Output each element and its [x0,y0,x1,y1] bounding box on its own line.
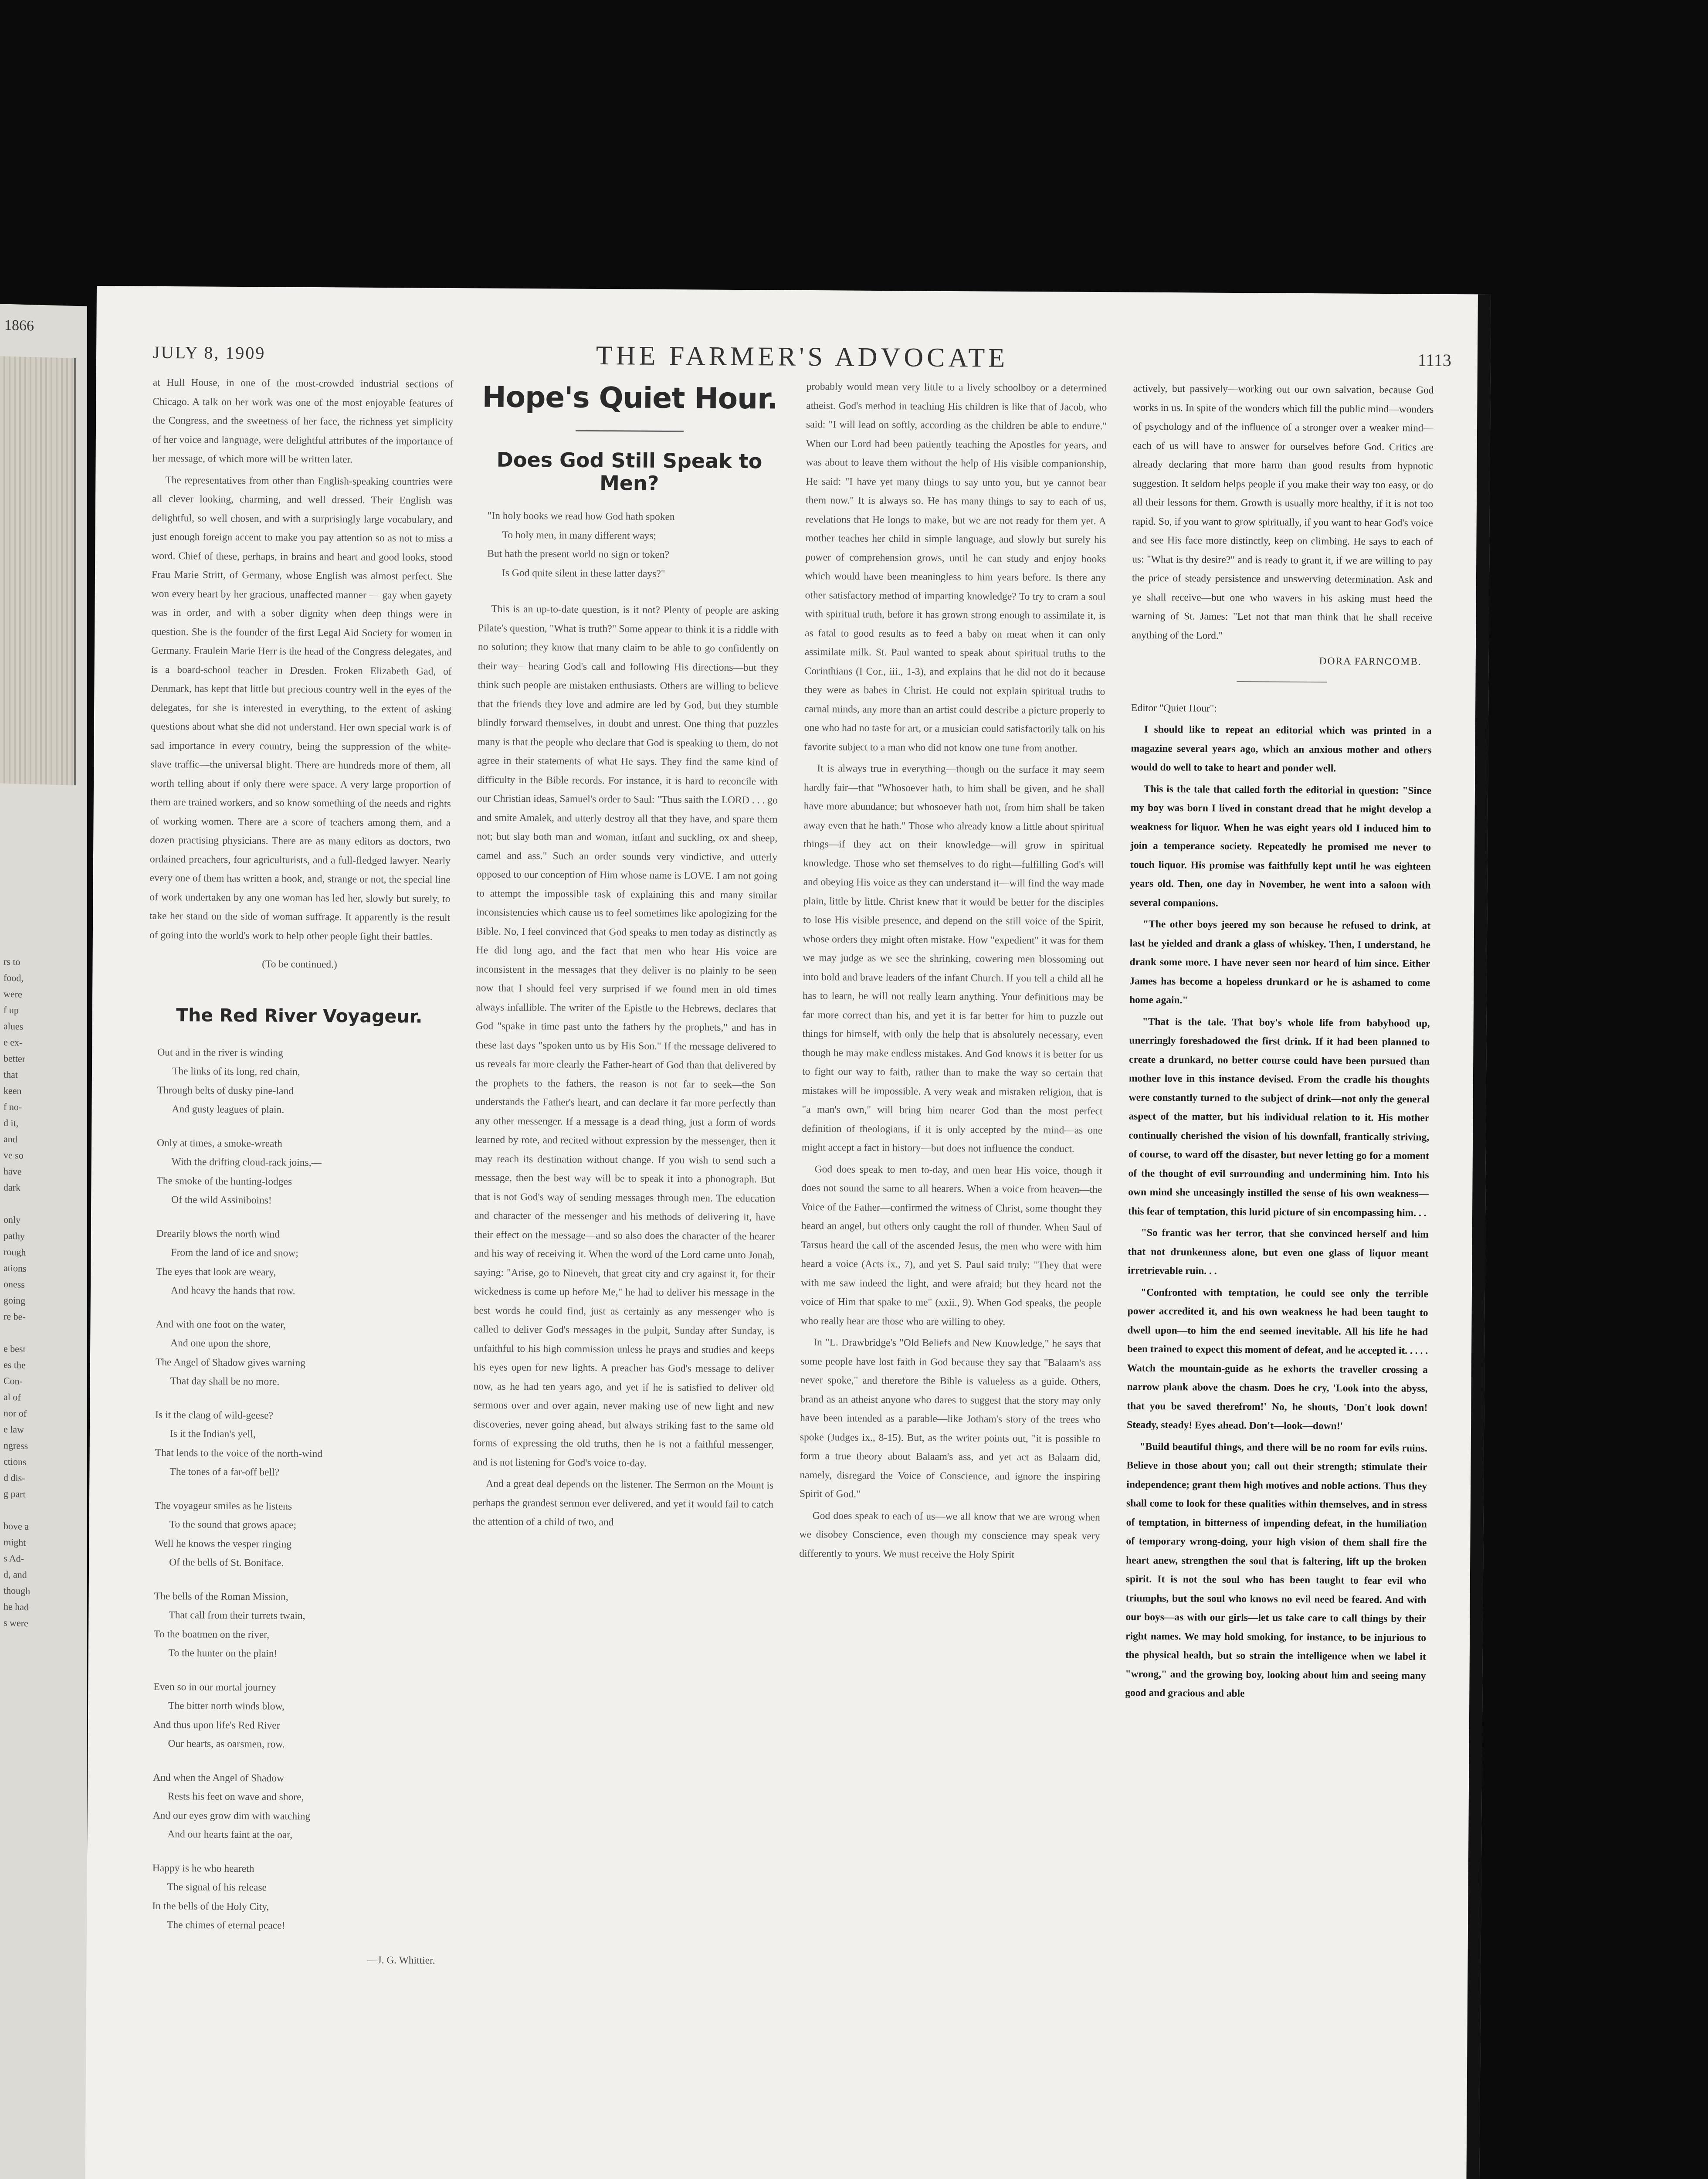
continued-note: (To be continued.) [262,958,337,971]
divider [1237,681,1327,682]
poem-line: To the boatmen on the river, [154,1628,270,1640]
poem-stanza [154,1496,447,1574]
poem-line: The bells of the Roman Mission, [154,1590,288,1603]
poem-line: And when the Angel of Shadow [153,1772,285,1784]
poem-line: With the drifting cloud-rack joins,— [171,1156,322,1169]
epigraph [487,506,775,584]
poem-line: Of the wild Assiniboins! [171,1194,272,1206]
poem-line: Is it the clang of wild-geese? [155,1409,274,1422]
column-1 [141,373,454,2179]
paragraph: The representatives from other than English-speaking countries were all clever looking, charming, and well dressed. Their English was delightful, so well chosen, and with a surprisingly large vocabulary, and just enough foreign accent to make you pay attention so as not to miss a word. Chief of these, perhaps, in brains and heart and good looks, stood Frau Marie Stritt, of Germany, whose English was almost perfect. She won every heart by her gracious, unaffected manner — gay when gayety was in order, and with a sober dignity when deep things were in question. She is the founder of the first Legal Aid Society for women in Germany. Fraulein Marie Herr is the head of the Congress delegates, and is a board-school teacher in Dresden. Froken Elizabeth Gad, of Denmark, has kept that little but precious country well in the eyes of the delegates, for she is interested in everything, to the extent of asking questions about what she did not understand. Her own special work is of sad importance in every country, being the suppression of the white-slave traffic—the universal blight. There are hundreds more of them, all worth telling about if only there were space. A very large proportion of them are trained workers, and so know something of the needs and rights of working women. There are a score of teachers among them, and a dozen practising physicians. There are as many editors as doctors, two ordained preachers, four agriculturists, and a full-fledged lawyer. Nearly every one of them has written a book, and, strange or not, the special line of work undertaken by any one woman has led her, slowly but surely, to take her stand on the side of woman suffrage. It apparently is the result of going into the world's work to help other people fight their battles. [149,474,453,943]
issue-date: JULY 8, 1909 [152,342,266,363]
poem-stanza [156,1134,449,1211]
poem-line: The chimes of eternal peace! [166,1919,285,1931]
paragraph: "Confronted with temptation, he could see only the terrible power accredited it, and his own weakness he had been taught to dwell upon—to him the end seemed inevitable. All his life he had been trained to expect this moment of defeat, and he accepted it. . . . . Watch the mountain-guide as he exhorts the traveller crossing a narrow plank above the chasm. Does he cry, 'Look into the abyss, that you be saved therefrom!' No, he shouts, 'Don't look down! Steady, steady! Eyes ahead. Don't—look—down!' [1127,1286,1429,1432]
paragraph: I should like to repeat an editorial which was printed in a magazine several years ago, which an anxious mother and others would do well to take to heart and ponder well. [1131,723,1432,774]
poem-line: Our hearts, as oarsmen, row. [168,1738,285,1750]
poem-line: The links of its long, red chain, [172,1066,300,1078]
publication-title: THE FARMER'S ADVOCATE [596,341,1009,373]
poem-stanza [155,1405,447,1483]
poem-line: And one upon the shore, [170,1337,271,1350]
poem-line: The voyageur smiles as he listens [154,1500,292,1512]
poem-line: Even so in our mortal journey [153,1681,276,1694]
epigraph-line: But hath the present world no sign or token? [487,548,670,561]
poem-line: And our hearts faint at the oar, [167,1829,293,1841]
poem-line: Is it the Indian's yell, [169,1428,256,1440]
epigraph-line: To holy men, in many different ways; [502,529,657,542]
poem-line: That day shall be no more. [170,1375,280,1388]
article-title: Does God Still Speak to Men? [496,448,762,495]
poem-line: To the hunter on the plain! [168,1647,278,1660]
poem-line: And with one foot on the water, [156,1318,286,1331]
poem-line: Out and in the river is winding [157,1046,283,1059]
poem-line: Rests his feet on wave and shore, [167,1791,304,1803]
epigraph-line: "In holy books we read how God hath spoken [487,510,675,523]
poem-line: From the land of ice and snow; [171,1247,298,1259]
poem-line: And our eyes grow dim with watching [152,1809,311,1822]
poem-line: The Angel of Shadow gives warning [155,1356,305,1369]
column-3 [794,377,1107,2179]
poem-line: The tones of a far-off bell? [169,1466,280,1478]
poem-line: That call from their turrets twain, [169,1609,305,1622]
adjacent-page-text-fragments: rs to food, were f up alues e ex- better that keen f no- d it, and ve so have dark only pathy rough ations oness going re be- e best es the Con- al of nor of e law ngress ctions d dis- g part bove a might s Ad- d, and though he had s were [3,956,30,1629]
epigraph-line: Is God quite silent in these latter days?" [502,567,665,580]
poem-stanza [152,1768,445,1846]
paragraph: And a great deal depends on the listener. The Sermon on the Mount is perhaps the grandest sermon ever delivered, and yet it would fail to catch the attention of a child of two, and [472,1478,774,1528]
paragraph: "So frantic was her terror, that she convinced herself and him that not drunkenness alone, but even one glass of liquor meant irretrievable ruin. . . [1128,1227,1429,1277]
poem-author: —J. G. Whittier. [367,1954,435,1966]
paragraph: This is the tale that called forth the editorial in question: "Since my boy was born I lived in constant dread that he might develop a weakness for liquor. When he was eight years old I induced him to join a temperance society. Repeatedly he promised me never to touch liquor. His promise was faithfully kept until he was eighteen years old. Then, one day in November, he went into a saloon with several companions. [1130,783,1432,909]
poem-line: The bitter north winds blow, [168,1700,285,1712]
poem-line: The smoke of the hunting-lodges [156,1175,292,1188]
letter-salutation: Editor "Quiet Hour": [1131,702,1217,714]
poem-line: Well he knows the vesper ringing [154,1538,292,1550]
adjacent-page-header-fragment: 1866 [4,317,34,334]
poem [143,1043,449,1970]
column-4 [1121,380,1434,2179]
poem-stanza [156,1224,448,1302]
poem-line: And heavy the hands that row. [170,1285,295,1297]
poem-stanza [152,1859,444,1936]
poem-stanza [154,1587,446,1664]
poem-stanza [156,1315,448,1392]
paragraph: "That is the tale. That boy's whole life from babyhood up, unerringly foreshadowed the first drink. If it had been planned to create a drunkard, no better course could have been pursued than mother love in this instance devised. From the cradle his thoughts were constantly turned to the subject of drink—not only the general aspect of the matter, but his individual relation to it. His mother continually cherished the vision of his downfall, frantically striving, of course, to ward off the disaster, but never letting go for a moment of the thought of evil surrounding and undermining him. Into his own mind she unceasingly instilled the sense of his own weakness—this fear of temptation, this lurid picture of sin encompassing him. . . [1128,1016,1430,1219]
divider [576,430,684,432]
poem-line: That lends to the voice of the north-wind [155,1447,323,1459]
poem-line: Drearily blows the north wind [156,1228,280,1240]
poem-line: The eyes that look are weary, [156,1266,276,1278]
poem-stanza [157,1043,449,1120]
poem-line: Only at times, a smoke-wreath [156,1137,282,1150]
column-2 [468,375,780,2179]
poem-line: Through belts of dusky pine-land [157,1084,294,1097]
paragraph: God does speak to each of us—we all know that we are wrong when we disobey Conscience, even though my conscience may speak very differently to yours. We must receive the Holy Spirit [799,1510,1100,1561]
paragraph: "The other boys jeered my son because he refused to drink, at last he yielded and drank a glass of whiskey. Then, I understand, he drank some more. I have never seen nor heard of him since. Either James has become a hopeless drunkard or he is ashamed to come home again." [1129,918,1431,1006]
poem-line: In the bells of the Holy City, [152,1900,269,1912]
poem-attribution [152,1949,444,1970]
paragraph: It is always true in everything—though on the surface it may seem hardly fair—that "Whosoever hath, to him shall be given, and he shall have more abundance; but whosoever hath not, from him shall be taken away even that he hath." Those who already know a little about spiritual things—if they act on their knowledge—will grow in spiritual knowledge. Those who set themselves to do right—fulfilling God's will and obeying His voice as they can understand it—will find the way made plain, little by little. Christ knew that it would be better for the disciples to lose His visible presence, and depend on the still voice of the Spirit, whose orders they might often mistake. How "expedient" it was for them we may judge as we see the shrinking, cowering men blossoming out into bold and brave leaders of the infant Church. If you tell a child all he has to learn, he will not really learn anything. Your definitions may be far more correct than his, and yet it is far better for him to puzzle out things for himself, with only the help that is absolutely necessary, even though he may make endless mistakes. And God knows it is better for us to fight our way to faith, rather than to make the way so certain that mistakes will be impossible. A very weak and mistaken religion, that is "a man's own," will bring him nearer God than the most perfect definition of theologians, if it is only accepted by the mind—as one might accept a fact in history—but does not influence the conduct. [801,763,1105,1155]
paragraph: This is an up-to-date question, is it not? Plenty of people are asking Pilate's question, "What is truth?" Some appear to think it is a riddle with no solution; they know that many claim to be able to go confidently on their way—hearing God's call and following His directions—but they think such people are mistaken enthusiasts. Others are willing to believe that the friends they love and admire are led by God, but they stumble blindly forward themselves, in doubt and unrest. One thing that puzzles many is that the people who declare that God is speaking to them, do not agree in their statements of what He says. They find the same kind of difficulty in the Bible records. For instance, it is hard to reconcile with our Christian ideas, Samuel's order to Saul: "Thus saith the LORD . . . go and smite Amalek, and utterly destroy all that they have, and spare them not; but slay both man and woman, infant and suckling, ox and sheep, camel and ass." Such an order sounds very vindictive, and utterly opposed to our conception of Him whose name is LOVE. I am not going to attempt the impossible task of explaining this and many similar inconsistencies which cause us to feel sometimes like apologizing for the Bible. No, I feel convinced that God speaks to men today as distinctly as He did long ago, and the fact that men who hear His voice are inconsistent in the messages that they deliver is no plainly to be seen now that I should feel very surprised if we found men in old times always infallible. The writer of the Epistle to the Hebrews, declares that God "spake in time past unto the fathers by the prophets," and has in these last days "spoken unto us by His Son." If the message delivered to us reveals far more clearly the Father-heart of God than that delivered by the prophets to the fathers, the reason is not far to seek—the Son understands the Father's heart, and can declare it far more perfectly than any other messenger. If a message is a dead thing, just a form of words learned by rote, and recited without expression by the messenger, then it may reach its destination without change. If you wish to send such a message, then the best way will be to speak it into a phonograph. But that is not God's way of sending messages through men. The education and character of the messenger and his methods of delivering it, have their effect on the message—and so also does the character of the hearer and his way of receiving it. When the word of the Lord came unto Jonah, saying: "Arise, go to Nineveh, that great city and cry against it, for their wickedness is come up before Me," he had to deliver his message in the best words he could find, just as certainly as any messenger who is called to deliver God's messages in the pulpit, Sunday after Sunday, is unfaithful to his high commission unless he prays and studies and keeps his eyes open for new lights. A preacher has God's message to deliver now, as he had ten years ago, and yet if he is satisfied to deliver old sermons over and over again, never making use of new light and new discoveries, never going ahead, but always striking fast to the same old forms of expressing the old truths, then he is not a faithful messenger, and is not listening for God's voice to-day. [473,603,779,1469]
poem-line: To the sound that grows apace; [169,1519,297,1531]
poem-line: Of the bells of St. Boniface. [169,1557,284,1569]
poem-line: And gusty leagues of plain. [172,1103,285,1116]
poem-line: The signal of his release [167,1881,267,1894]
page-number: 1113 [1417,350,1452,370]
adjacent-page-illustration [0,356,76,785]
poem-title: The Red River Voyageur. [176,1004,423,1027]
masthead [153,338,1451,376]
department-title: Hope's Quiet Hour. [482,380,778,416]
paragraph: In "L. Drawbridge's "Old Beliefs and New Knowledge," he says that some people have lost faith in God because they say that "Balaam's ass never spoke," and therefore the Bible is valueless as a guide. Others, brand as an atheist anyone who dares to suggest that the story may only have been intended as a parable—like Jotham's story of the trees who spoke (Judges ix., 8-15). But, as the writer points out, "it is possible to form a true theory about Balaam's ass, and yet act as Balaam did, namely, disregard the Voice of Conscience, and ignore the inspiring Spirit of God." [800,1337,1101,1500]
paragraph: God does speak to men to-day, and men hear His voice, though it does not sound the same to all hearers. When a voice from heaven—the Voice of the Father—confirmed the witness of Christ, some thought they heard an angel, but others only caught the roll of thunder. When Saul of Tarsus heard the call of the ascended Jesus, the men who were with him heard a voice (Acts ix., 7), and yet S. Paul said truly: "They that were with me saw indeed the light, and were afraid; but they heard not the voice of Him that spake to me" (xxii., 9). When God speaks, the people who really hear are those who are willing to obey. [800,1163,1102,1328]
poem-line: Happy is he who heareth [152,1862,254,1874]
paragraph: probably would mean very little to a lively schoolboy or a determined atheist. God's method in teaching His children is like that of Jacob, who said: "I will lead on softly, according as the children be able to endure." When our Lord had been patiently teaching the Apostles for years, and was about to leave them without the help of His visible companionship, He said: "I have yet many things to say unto you, but ye cannot bear them now." It is always so. He has many things to say to each of us, revelations that He longs to make, but we are not ready for them yet. A mother teaches her child in simple language, and slowly but surely his power of comprehension grows, until he can study and enjoy books which would have been meaningless to him years before. Is there any other satisfactory method of imparting knowledge? To try to cram a soul with spiritual truth, before it has grown strong enough to assimilate it, is as fatal to good results as to feed a baby on meat when it can only assimilate milk. St. Paul wanted to speak about spiritual truths to the Corinthians (I Cor., iii., 1-3), and explains that he did not do it because they were as babes in Christ. He could not explain spiritual truths to carnal minds, any more than an artist could describe a picture properly to one who had no taste for art, or a musician could satisfactorily talk on his favorite subject to a man who did not know one tune from another. [804,380,1107,754]
newspaper-page [84,286,1491,2179]
adjacent-page-strip [0,304,87,2179]
poem-line: And thus upon life's Red River [153,1719,280,1731]
paragraph: at Hull House, in one of the most-crowded industrial sections of Chicago. A talk on her work was one of the most enjoyable features of the Congress, and the sweetness of her face, the richness yet simplicity of her voice and language, were delightful attributes of the importance of her message, of which more will be written later. [152,377,454,465]
paragraph: actively, but passively—working out our own salvation, because God works in us. In spite of the wonders which fill the public mind—wonders of psychology and of the influence of a stronger over a weaker mind—each of us will have to answer for ourselves before God. Critics are already declaring that more harm than good results from hypnotic suggestion. It seldom helps people if you make their way too easy, or do all their lessons for them. Growth is usually more healthy, if it is not too rapid. So, if you want to grow spiritually, if you want to hear God's voice and see His face more distinctly, keep on climbing. He says to each of us: "What is thy desire?" and is ready to grant it, if we are willing to pay the price of steady persistence and unswerving determination. Ask and ye shall receive—but one who wavers in his asking must heed the warning of St. James: "Let not that man think that he shall receive anything of the Lord." [1132,383,1434,641]
author-signature: DORA FARNCOMB. [1319,655,1422,668]
paragraph: "Build beautiful things, and there will be no room for evils ruins. Believe in those about you; call out their strength; stimulate their independence; grant them high motives and noble actions. Thus they shall come to look for these qualities within themselves, and in stress of temptation, in bitterness of impending defeat, in the humiliation of temporary wrong-doing, your high vision of them shall fire the heart anew, strengthen the soul that is faltering, lift up the broken spirit. It is not the soul who has been taught to fear evil who triumphs, but the soul who knows no evil need be feared. And with our boys—as with our girls—let us take care to call things by their right names. We may hold smoking, for instance, to be injurious to the physical health, but so strain the intelligence when we label it "wrong," and the growing boy, looking about him and seeing many good and gracious and able [1125,1441,1427,1700]
poem-stanza [153,1677,445,1755]
